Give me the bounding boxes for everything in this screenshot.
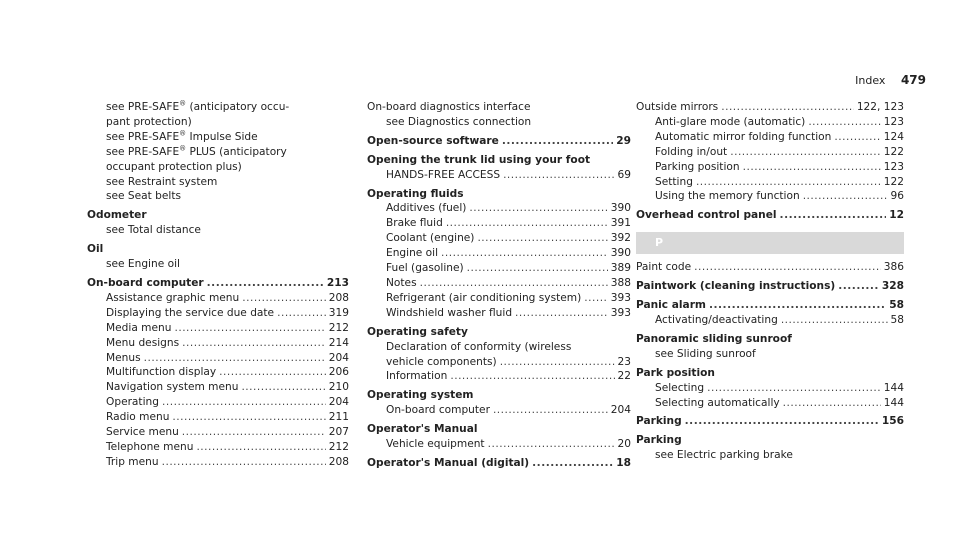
dot-leader: [834, 130, 880, 145]
page-ref: 207: [328, 426, 349, 439]
dot-leader: [515, 306, 608, 321]
index-heading: [636, 332, 904, 347]
dot-leader: [241, 380, 325, 395]
page-ref: 214: [328, 336, 349, 349]
index-subentry: [636, 175, 904, 190]
dot-leader: [172, 410, 325, 425]
index-subentry: [87, 336, 349, 351]
dot-leader: [219, 365, 326, 380]
dot-leader: [780, 208, 887, 223]
dot-leader: [781, 313, 888, 328]
dot-leader: [450, 369, 614, 384]
entry-text: Coolant (engine): [386, 232, 475, 245]
index-heading: [636, 298, 904, 313]
page-ref: 212: [328, 440, 349, 453]
index-subentry: [87, 189, 349, 204]
index-column-3: [636, 100, 904, 463]
index-heading: [367, 325, 631, 340]
index-subentry: [367, 246, 631, 261]
page-ref: 122: [883, 175, 904, 188]
entry-text: Engine oil: [386, 247, 439, 260]
index-heading: [367, 456, 631, 471]
index-subentry: [87, 291, 349, 306]
dot-leader: [502, 134, 613, 149]
page-ref: 213: [326, 276, 349, 289]
page-ref: 208: [328, 291, 349, 304]
entry-text: Open-source software: [367, 134, 499, 147]
entry-text: Setting: [655, 175, 693, 188]
entry-text: Folding in/out: [655, 145, 728, 158]
entry-text: HANDS-FREE ACCESS: [386, 168, 501, 181]
entry-text: Operating safety: [367, 325, 468, 338]
index-subentry: [87, 223, 349, 238]
entry-text: Anti-glare mode (automatic): [655, 115, 806, 128]
dot-leader: [207, 276, 324, 291]
dot-leader: [446, 216, 608, 231]
page-ref: 210: [328, 381, 349, 394]
entry-text: Media menu: [106, 321, 172, 334]
index-subentry: [367, 276, 631, 291]
dot-leader: [182, 336, 326, 351]
dot-leader: [174, 321, 325, 336]
index-heading: [367, 388, 631, 403]
entry-text: Paintwork (cleaning instructions): [636, 280, 836, 293]
index-heading: [636, 279, 904, 294]
entry-text: On-board computer: [386, 404, 490, 417]
entry-text: Brake fluid: [386, 217, 443, 230]
index-heading: [87, 208, 349, 223]
page-ref: 122, 123: [856, 101, 904, 113]
index-subentry: [87, 321, 349, 336]
entry-text: Service menu: [106, 426, 179, 439]
dot-leader: [503, 168, 614, 183]
index-subentry: [367, 403, 631, 418]
index-heading: [636, 433, 904, 448]
page-ref: 20: [617, 438, 631, 451]
page-ref: 319: [328, 306, 349, 319]
index-heading: [636, 414, 904, 429]
entry-text: Additives (fuel): [386, 202, 467, 215]
index-heading: [87, 242, 349, 257]
index-subentry: [367, 340, 631, 355]
index-subentry: [87, 440, 349, 455]
dot-leader: [838, 279, 879, 294]
page-ref: 122: [883, 145, 904, 158]
page-ref: 123: [883, 115, 904, 128]
index-subentry: [636, 145, 904, 160]
index-subentry: [367, 437, 631, 452]
page-ref: 390: [610, 247, 631, 260]
entry-text: Opening the trunk lid using your foot: [367, 153, 591, 166]
dot-leader: [721, 100, 854, 115]
entry-text: Navigation system menu: [106, 381, 239, 394]
entry-text: Operating fluids: [367, 187, 464, 200]
index-subentry: [87, 130, 349, 145]
entry-text: Trip menu: [106, 455, 159, 468]
index-subentry: [367, 261, 631, 276]
dot-leader: [532, 456, 613, 471]
dot-leader: [743, 160, 881, 175]
page-ref: 393: [610, 291, 631, 304]
index-subentry: [636, 115, 904, 130]
entry-text: see Diagnostics connection: [386, 115, 532, 128]
index-subentry: [367, 168, 631, 183]
entry-text: Fuel (gasoline): [386, 262, 464, 275]
index-heading: [636, 208, 904, 223]
dot-leader: [493, 403, 608, 418]
entry-text: Declaration of conformity (wireless: [386, 340, 572, 353]
dot-leader: [685, 414, 879, 429]
page-number: 479: [900, 73, 926, 87]
index-subentry: [87, 115, 349, 130]
entry-text: Automatic mirror folding function: [655, 130, 832, 143]
dot-leader: [467, 261, 608, 276]
index-subentry: [87, 100, 349, 115]
entry-text: Using the memory function: [655, 190, 800, 203]
dot-leader: [477, 231, 607, 246]
dot-leader: [488, 437, 615, 452]
index-subentry: [87, 175, 349, 190]
entry-text: Selecting: [655, 381, 705, 394]
entry-text: Windshield washer fluid: [386, 306, 513, 319]
page-ref: 29: [616, 134, 631, 147]
page-ref: 208: [328, 455, 349, 468]
entry-text: Menus: [106, 351, 141, 364]
page-ref: 23: [617, 355, 631, 368]
page-ref: 144: [883, 396, 904, 409]
index-subentry: [87, 395, 349, 410]
page-ref: 388: [610, 276, 631, 289]
index-subentry: [636, 160, 904, 175]
dot-leader: [808, 115, 880, 130]
page-ref: 391: [610, 217, 631, 230]
page-ref: 124: [883, 130, 904, 143]
dot-leader: [144, 351, 326, 366]
entry-text: Park position: [636, 366, 715, 379]
entry-text: Telephone menu: [106, 440, 194, 453]
dot-leader: [696, 175, 881, 190]
page-ref: 393: [610, 306, 631, 319]
index-subentry: [87, 425, 349, 440]
dot-leader: [182, 425, 326, 440]
dot-leader: [500, 355, 615, 370]
entry-text: see PRE-SAFE® PLUS (anticipatory: [106, 144, 287, 158]
index-column-1: [87, 100, 349, 470]
index-heading: [367, 153, 631, 168]
index-subentry: [636, 448, 904, 463]
dot-leader: [694, 260, 881, 275]
entry-text: Overhead control panel: [636, 209, 777, 222]
entry-text: Outside mirrors: [636, 101, 719, 113]
entry-text: see Engine oil: [106, 258, 180, 271]
index-column-2: [367, 100, 631, 471]
entry-text: On-board diagnostics interface: [367, 101, 531, 113]
index-subentry: [87, 160, 349, 175]
page-ref: 390: [610, 202, 631, 215]
entry-text: Operator's Manual (digital): [367, 456, 530, 469]
entry-text: see PRE-SAFE® Impulse Side: [106, 129, 258, 143]
entry-text: see PRE-SAFE® (anticipatory occu-: [106, 99, 290, 113]
dot-leader: [707, 381, 881, 396]
dot-leader: [162, 395, 326, 410]
page-ref: 204: [610, 404, 631, 417]
entry-text: occupant protection plus): [106, 160, 242, 173]
dot-leader: [469, 201, 607, 216]
index-subentry: [87, 365, 349, 380]
index-heading: [367, 134, 631, 149]
page-ref: 144: [883, 381, 904, 394]
index-subentry: [367, 369, 631, 384]
section-letter: P: [636, 232, 904, 254]
index-subentry: [367, 231, 631, 246]
entry-text: Panoramic sliding sunroof: [636, 332, 792, 345]
index-subentry: [87, 410, 349, 425]
index-subentry: [367, 355, 631, 370]
page-ref: 58: [889, 299, 904, 312]
dot-leader: [277, 306, 326, 321]
page-ref: 386: [883, 261, 904, 274]
entry-text: vehicle components): [386, 355, 497, 368]
index-heading: [367, 422, 631, 437]
index-subentry: [367, 306, 631, 321]
index-subentry: [367, 201, 631, 216]
dot-leader: [420, 276, 608, 291]
entry-text: Parking: [636, 434, 682, 447]
entry-text: Assistance graphic menu: [106, 291, 240, 304]
entry-text: Information: [386, 370, 448, 383]
page-ref: 204: [328, 396, 349, 409]
index-subentry: [636, 313, 904, 328]
index-subentry: [636, 189, 904, 204]
page-ref: 12: [889, 209, 904, 222]
entry-text: Notes: [386, 276, 417, 289]
entry-text: see Electric parking brake: [655, 449, 793, 462]
page-ref: 389: [610, 262, 631, 275]
dot-leader: [783, 396, 881, 411]
page-ref: 204: [328, 351, 349, 364]
index-subentry: [367, 115, 631, 130]
entry-text: Odometer: [87, 209, 147, 222]
entry-text: Radio menu: [106, 411, 170, 424]
entry-text: see Seat belts: [106, 190, 182, 203]
index-subentry: [367, 291, 631, 306]
index-subentry: [367, 216, 631, 231]
entry-text: Operator's Manual: [367, 423, 478, 436]
entry-text: Panic alarm: [636, 299, 706, 312]
entry-text: Parking position: [655, 160, 740, 173]
entry-text: Menu designs: [106, 336, 180, 349]
index-subentry: [87, 257, 349, 272]
page-ref: 328: [881, 280, 904, 293]
dot-leader: [162, 455, 326, 470]
entry-text: Operating: [106, 396, 159, 409]
page-header: [855, 73, 926, 87]
index-subentry: [87, 306, 349, 321]
page-ref: 206: [328, 366, 349, 379]
page-ref: 96: [890, 190, 904, 203]
page-ref: 58: [890, 313, 904, 326]
index-subentry: [636, 347, 904, 362]
index-subentry: [636, 130, 904, 145]
dot-leader: [803, 189, 888, 204]
index-heading: [367, 100, 631, 115]
page-ref: 212: [328, 321, 349, 334]
index-heading: [636, 260, 904, 275]
index-heading: [367, 187, 631, 202]
page-ref: 156: [881, 415, 904, 428]
dot-leader: [196, 440, 325, 455]
entry-text: Operating system: [367, 389, 474, 402]
entry-text: see Restraint system: [106, 175, 218, 188]
entry-text: Parking: [636, 415, 682, 428]
dot-leader: [584, 291, 608, 306]
entry-text: see Sliding sunroof: [655, 347, 756, 360]
index-subentry: [636, 396, 904, 411]
index-subentry: [87, 455, 349, 470]
page-ref: 18: [616, 456, 631, 469]
entry-text: Paint code: [636, 261, 692, 274]
entry-text: pant protection): [106, 115, 192, 128]
dot-leader: [730, 145, 881, 160]
index-subentry: [87, 380, 349, 395]
page-ref: 211: [328, 411, 349, 424]
index-heading: [636, 100, 904, 115]
page-ref: 69: [617, 168, 631, 181]
index-subentry: [87, 145, 349, 160]
entry-text: Selecting automatically: [655, 396, 780, 409]
entry-text: On-board computer: [87, 276, 204, 289]
page-ref: 22: [617, 370, 631, 383]
dot-leader: [441, 246, 608, 261]
entry-text: Vehicle equipment: [386, 438, 485, 451]
dot-leader: [709, 298, 886, 313]
entry-text: Multifunction display: [106, 366, 217, 379]
page-ref: 123: [883, 160, 904, 173]
index-subentry: [87, 351, 349, 366]
index-heading: [636, 366, 904, 381]
index-subentry: [636, 381, 904, 396]
page-ref: 392: [610, 232, 631, 245]
entry-text: see Total distance: [106, 224, 201, 237]
entry-text: Refrigerant (air conditioning system): [386, 291, 582, 304]
entry-text: Activating/deactivating: [655, 313, 778, 326]
header-label: Index: [855, 74, 886, 87]
entry-text: Displaying the service due date: [106, 306, 275, 319]
index-heading: [87, 276, 349, 291]
dot-leader: [242, 291, 326, 306]
entry-text: Oil: [87, 243, 104, 256]
